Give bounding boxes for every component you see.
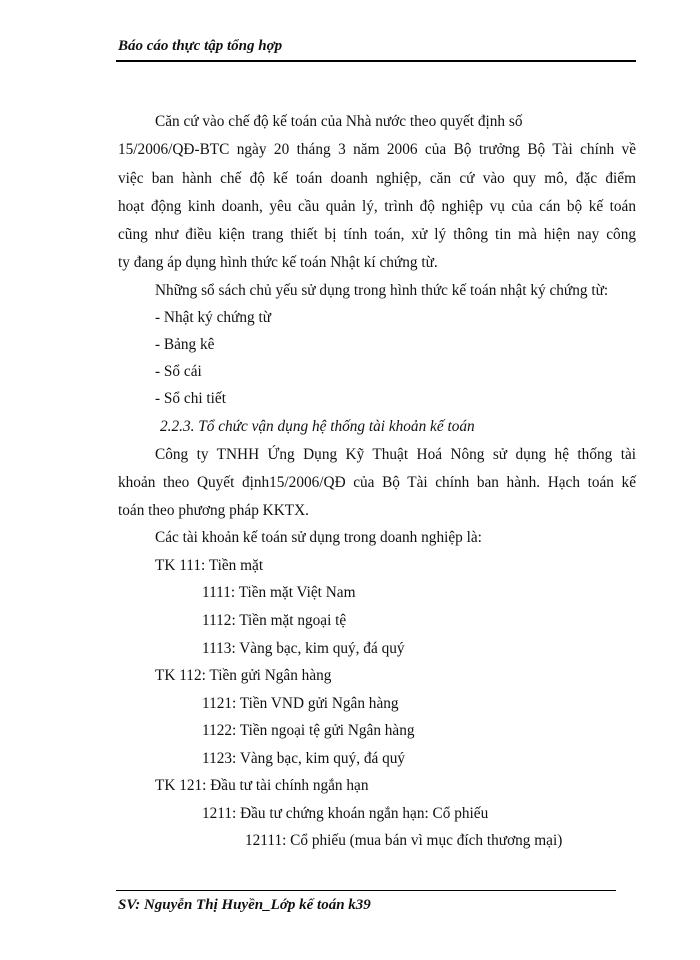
para1-line-6: ty đang áp dụng hình thức kế toán Nhật kí chứng từ. — [118, 254, 438, 271]
para2-line-1: Công ty TNHH Ứng Dụng Kỹ Thuật Hoá Nông sử dụng hệ thống tài — [155, 446, 636, 463]
account-line: TK 112: Tiền gửi Ngân hàng — [155, 667, 332, 684]
account-line: 1111: Tiền mặt Việt Nam — [202, 584, 356, 601]
account-line: 1121: Tiền VND gửi Ngân hàng — [202, 695, 399, 712]
account-line: TK 111: Tiền mặt — [155, 557, 264, 574]
account-line: 1123: Vàng bạc, kim quý, đá quý — [202, 750, 406, 767]
account-line: TK 121: Đầu tư tài chính ngắn hạn — [155, 777, 369, 794]
para1-line-5: cũng như điều kiện trang thiết bị tính toán, xử lý thông tin mà hiện nay công — [118, 226, 636, 243]
para2-line-3: toán theo phương pháp KKTX. — [118, 502, 309, 519]
books-item-2: - Bảng kê — [155, 336, 215, 353]
accounts-intro: Các tài khoản kế toán sử dụng trong doanh nghiệp là: — [155, 529, 482, 546]
para1-line-2: 15/2006/QĐ-BTC ngày 20 tháng 3 năm 2006 của Bộ trưởng Bộ Tài chính về — [118, 141, 636, 158]
account-line: 1122: Tiền ngoại tệ gửi Ngân hàng — [202, 722, 415, 739]
account-line: 12111: Cổ phiếu (mua bán vì mục đích thương mại) — [245, 832, 563, 849]
footer-rule — [116, 890, 616, 891]
page-header-title: Báo cáo thực tập tổng hợp — [118, 38, 283, 54]
para1-line-3: việc ban hành chế độ kế toán doanh nghiệp, căn cứ vào quy mô, đặc điểm — [118, 170, 636, 187]
para1-line-1: Căn cứ vào chế độ kế toán của Nhà nước theo quyết định số — [155, 113, 523, 130]
para2-line-2: khoản theo Quyết định15/2006/QĐ của Bộ Tài chính ban hành. Hạch toán kế — [118, 474, 636, 491]
books-item-4: - Sổ chi tiết — [155, 390, 226, 407]
section-heading: 2.2.3. Tổ chức vận dụng hệ thống tài khoản kế toán — [160, 418, 475, 435]
account-line: 1113: Vàng bạc, kim quý, đá quý — [202, 640, 405, 657]
account-line: 1211: Đầu tư chứng khoán ngắn hạn: Cổ phiếu — [202, 805, 489, 822]
books-intro: Những sổ sách chủ yếu sử dụng trong hình thức kế toán nhật ký chứng từ: — [155, 282, 609, 299]
account-line: 1112: Tiền mặt ngoại tệ — [202, 612, 347, 629]
books-item-3: - Sổ cái — [155, 363, 202, 380]
page-footer-text: SV: Nguyễn Thị Huyền_Lớp kế toán k39 — [118, 897, 371, 913]
para1-line-4: hoạt động kinh doanh, yêu cầu quản lý, trình độ nghiệp vụ của cán bộ kế toán — [118, 198, 636, 215]
header-rule — [116, 60, 636, 62]
books-item-1: - Nhật ký chứng từ — [155, 309, 271, 326]
